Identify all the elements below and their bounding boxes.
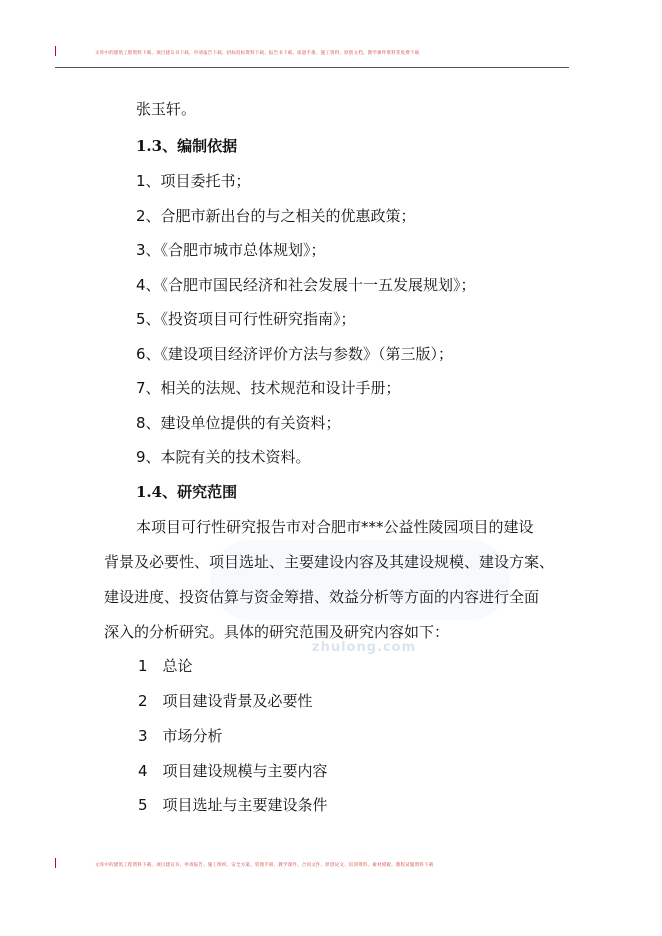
list-item: 5、《投资项目可行性研究指南》；: [136, 310, 356, 328]
list-item: 3、《合肥市城市总体规划》；: [136, 241, 326, 259]
list-item: 8、建设单位提供的有关资料；: [136, 414, 341, 432]
footer-note: 文库中的建筑工程资料下载、项目建议书、申请报告、施工组织、安全方案、管理手册、教学课件、合同文件、原创论文、培训资料、素材模板、教程试题资料下载: [95, 863, 434, 868]
footer-corner-mark: [55, 858, 56, 868]
paragraph: 本项目可行性研究报告市对合肥市***公益性陵园项目的建设: [136, 518, 534, 536]
list-item: 5 项目选址与主要建设条件: [138, 796, 328, 814]
header-rule: [55, 67, 569, 68]
paragraph: 背景及必要性、项目选址、主要建设内容及其建设规模、建设方案、: [104, 553, 555, 571]
watermark-text: zhulong.com: [312, 640, 417, 655]
section-heading: 1.3、编制依据: [136, 137, 238, 155]
paragraph: 深入的分析研究。具体的研究范围及研究内容如下：: [104, 623, 450, 641]
list-item: 9、本院有关的技术资料。: [136, 448, 311, 466]
list-item: 6、《建设项目经济评价方法与参数》（第三版）；: [136, 345, 454, 363]
list-item: 4 项目建设规模与主要内容: [138, 762, 328, 780]
header-note: 文库中的建筑工程资料下载、项目建议书下载、申请报告下载、招标投标资料下载、报告书下载、质量手册、施工资料、原创文档、教学课件资料等免费下载: [95, 51, 420, 56]
paragraph: 张玉轩。: [136, 100, 197, 118]
header-corner-mark: [55, 46, 56, 56]
list-item: 2 项目建设背景及必要性: [138, 692, 313, 710]
section-heading: 1.4、研究范围: [136, 483, 238, 501]
list-item: 2、合肥市新出台的与之相关的优惠政策；: [136, 207, 416, 225]
list-item: 3 市场分析: [138, 727, 223, 745]
list-item: 7、相关的法规、技术规范和设计手册；: [136, 379, 401, 397]
list-item: 4、《合肥市国民经济和社会发展十一五发展规划》；: [136, 276, 476, 294]
list-item: 1 总论: [138, 657, 193, 675]
paragraph: 建设进度、投资估算与资金筹措、效益分析等方面的内容进行全面: [104, 588, 540, 606]
list-item: 1、项目委托书；: [136, 172, 251, 190]
